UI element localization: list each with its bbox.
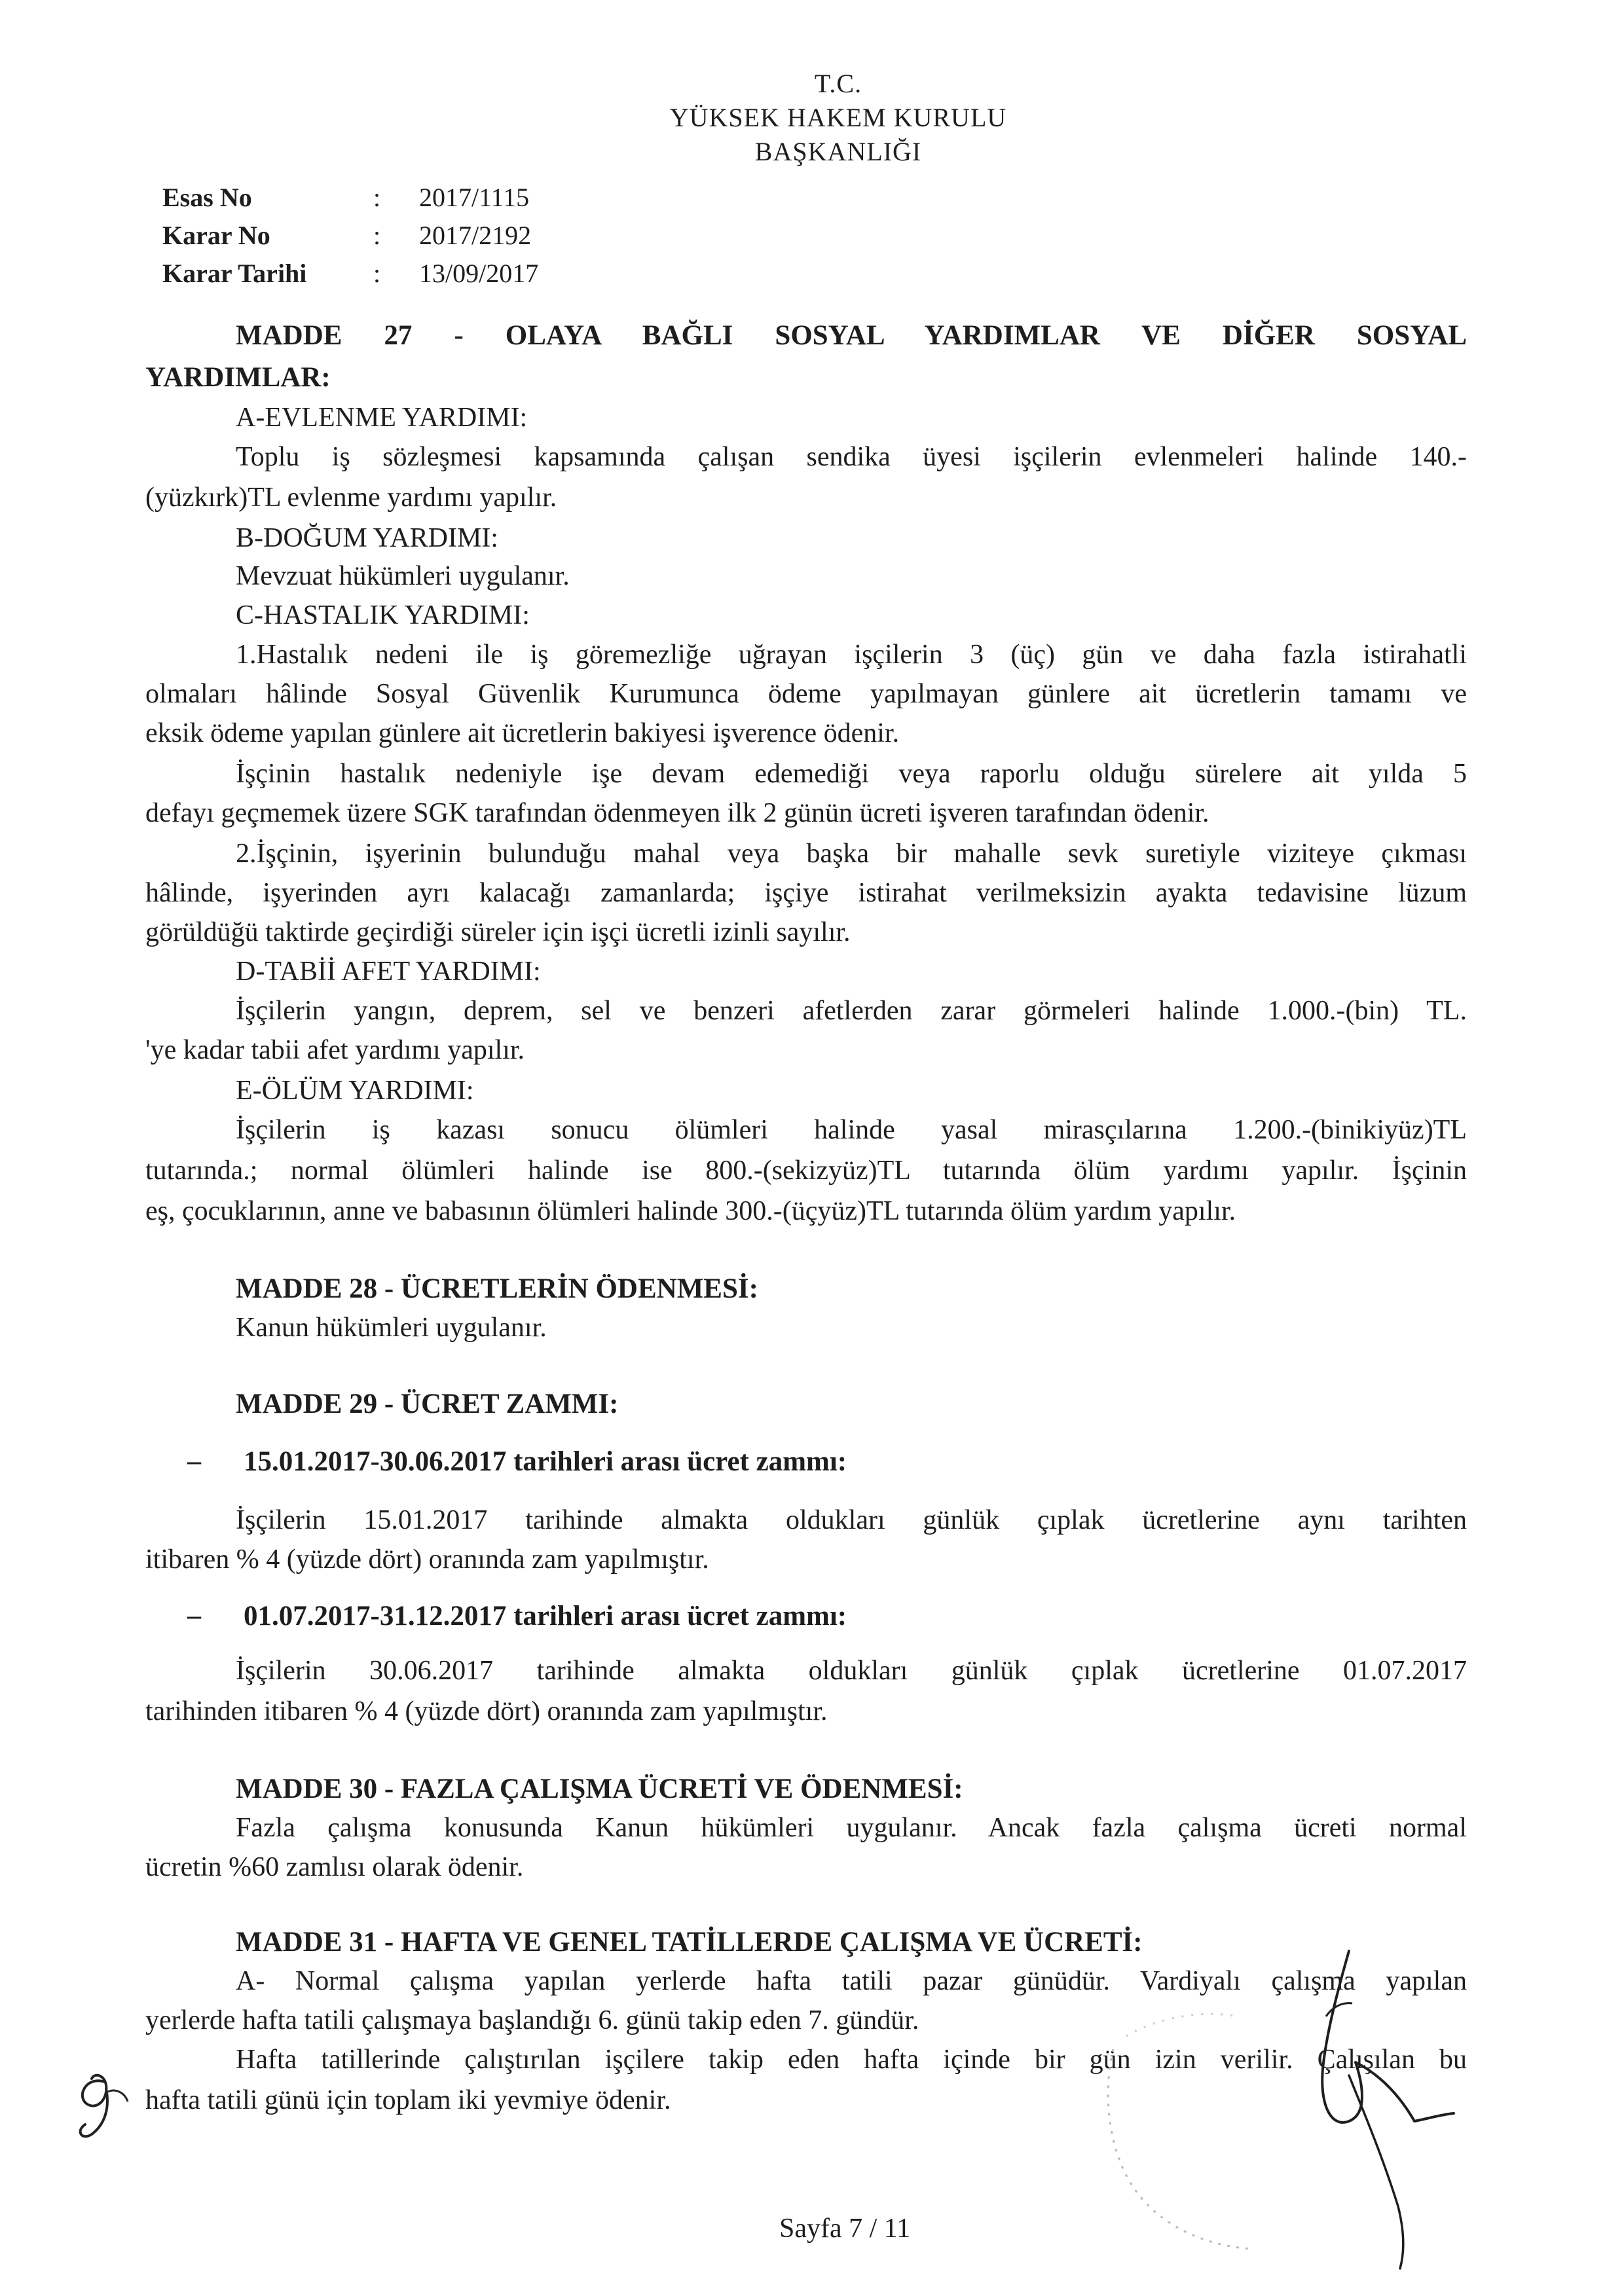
zam-period2-title: 01.07.2017-31.12.2017 tarihleri arası ücret zammı: — [244, 1601, 847, 1631]
madde27-title-line1: MADDE 27 - OLAYA BAĞLI SOSYAL YARDIMLAR VE DİĞER SOSYAL — [236, 320, 1467, 351]
esas-value: 2017/1115 — [419, 183, 530, 212]
madde30-title: MADDE 30 - FAZLA ÇALIŞMA ÜCRETİ VE ÖDENMESİ: — [236, 1774, 963, 1804]
esas-colon: : — [373, 183, 381, 212]
olum-line2: tutarında.; normal ölümleri halinde ise 800.-(sekizyüz)TL tutarında ölüm yardımı yapılır. İşçinin — [145, 1156, 1467, 1186]
tarih-label: Karar Tarihi — [162, 259, 307, 288]
karar-colon: : — [373, 221, 381, 250]
karar-label: Karar No — [162, 221, 270, 250]
madde31-title: MADDE 31 - HAFTA VE GENEL TATİLLERDE ÇALIŞMA VE ÜCRETİ: — [236, 1927, 1143, 1958]
zam-period1-line2: itibaren % 4 (yüzde dört) oranında zam yapılmıştır. — [145, 1544, 709, 1575]
olum-title: E-ÖLÜM YARDIMI: — [236, 1076, 474, 1106]
handwritten-initial-mark — [59, 2062, 151, 2147]
madde28-line1: Kanun hükümleri uygulanır. — [236, 1313, 547, 1343]
madde31-line1: A- Normal çalışma yapılan yerlerde hafta tatili pazar günüdür. Vardiyalı çalışma yapılan — [236, 1966, 1467, 1996]
bullet-dash: – — [187, 1446, 201, 1476]
madde31-line2: yerlerde hafta tatili çalışmaya başlandığı 6. günü takip eden 7. gündür. — [145, 2005, 919, 2035]
evlenme-line2: (yüzkırk)TL evlenme yardımı yapılır. — [145, 483, 557, 513]
dogum-line1: Mevzuat hükümleri uygulanır. — [236, 561, 570, 591]
madde29-title: MADDE 29 - ÜCRET ZAMMI: — [236, 1389, 619, 1419]
header-dept: BAŞKANLIĞI — [754, 137, 922, 166]
olum-line3: eş, çocuklarının, anne ve babasının ölümleri halinde 300.-(üçyüz)TL tutarında ölüm yardım yapılır. — [145, 1196, 1236, 1226]
hastalik-line5: defayı geçmemek üzere SGK tarafından ödenmeyen ilk 2 günün ücreti işveren tarafından ödenir. — [145, 798, 1209, 828]
zam-period2-line2: tarihinden itibaren % 4 (yüzde dört) oranında zam yapılmıştır. — [145, 1696, 828, 1726]
hastalik-line7: hâlinde, işyerinden ayrı kalacağı zamanlarda; işçiye istirahat verilmeksizin ayakta tedavisine lüzum — [145, 878, 1467, 908]
page-number: Sayfa 7 / 11 — [779, 2214, 911, 2244]
madde30-line2: ücretin %60 zamlısı olarak ödenir. — [145, 1852, 524, 1882]
hastalik-line1: 1.Hastalık nedeni ile iş göremezliğe uğrayan işçilerin 3 (üç) gün ve daha fazla istirahatli — [236, 640, 1467, 670]
esas-label: Esas No — [162, 183, 252, 212]
madde28-title: MADDE 28 - ÜCRETLERİN ÖDENMESİ: — [236, 1273, 758, 1304]
afet-line1: İşçilerin yangın, deprem, sel ve benzeri afetlerden zarar görmeleri halinde 1.000.-(bin) TL. — [236, 996, 1467, 1026]
afet-title: D-TABİİ AFET YARDIMI: — [236, 957, 541, 987]
zam-period2-line1: İşçilerin 30.06.2017 tarihinde almakta oldukları günlük çıplak ücretlerine 01.07.2017 — [236, 1656, 1467, 1686]
madde27-title-line2: YARDIMLAR: — [145, 362, 331, 393]
madde30-line1: Fazla çalışma konusunda Kanun hükümleri uygulanır. Ancak fazla çalışma ücreti normal — [236, 1813, 1467, 1843]
zam-period1-title: 15.01.2017-30.06.2017 tarihleri arası ücret zammı: — [244, 1446, 847, 1477]
tarih-colon: : — [373, 259, 381, 288]
bullet-dash: – — [187, 1601, 201, 1631]
signature-stamp — [1074, 1938, 1480, 2278]
dogum-title: B-DOĞUM YARDIMI: — [236, 523, 498, 553]
hastalik-line2: olmaları hâlinde Sosyal Güvenlik Kurumunca ödeme yapılmayan günlere ait ücretlerin tamamı ve — [145, 679, 1467, 709]
hastalik-title: C-HASTALIK YARDIMI: — [236, 600, 530, 630]
evlenme-title: A-EVLENME YARDIMI: — [236, 403, 528, 433]
evlenme-line1: Toplu iş sözleşmesi kapsamında çalışan sendika üyesi işçilerin evlenmeleri halinde 140.- — [236, 442, 1467, 472]
karar-value: 2017/2192 — [419, 221, 532, 250]
hastalik-line3: eksik ödeme yapılan günlere ait ücretlerin bakiyesi işverence ödenir. — [145, 718, 900, 748]
hastalik-line8: görüldüğü taktirde geçirdiği süreler için işçi ücretli izinli sayılır. — [145, 917, 851, 947]
olum-line1: İşçilerin iş kazası sonucu ölümleri halinde yasal mirasçılarına 1.200.-(binikiyüz)TL — [236, 1115, 1467, 1145]
header-tc: T.C. — [814, 69, 862, 98]
tarih-value: 13/09/2017 — [419, 259, 539, 288]
afet-line2: 'ye kadar tabii afet yardımı yapılır. — [145, 1035, 525, 1065]
madde31-line3: Hafta tatillerinde çalıştırılan işçilere takip eden hafta içinde bir gün izin verilir. Çalışılan bu — [236, 2045, 1467, 2075]
header-org: YÜKSEK HAKEM KURULU — [669, 103, 1007, 132]
zam-period1-line1: İşçilerin 15.01.2017 tarihinde almakta oldukları günlük çıplak ücretlerine aynı tarihten — [236, 1505, 1467, 1535]
hastalik-line4: İşçinin hastalık nedeniyle işe devam edemediği veya raporlu olduğu sürelere ait yılda 5 — [236, 759, 1467, 789]
madde31-line4: hafta tatili günü için toplam iki yevmiye ödenir. — [145, 2085, 671, 2115]
hastalik-line6: 2.İşçinin, işyerinin bulunduğu mahal veya başka bir mahalle sevk suretiyle viziteye çıkması — [236, 839, 1467, 869]
